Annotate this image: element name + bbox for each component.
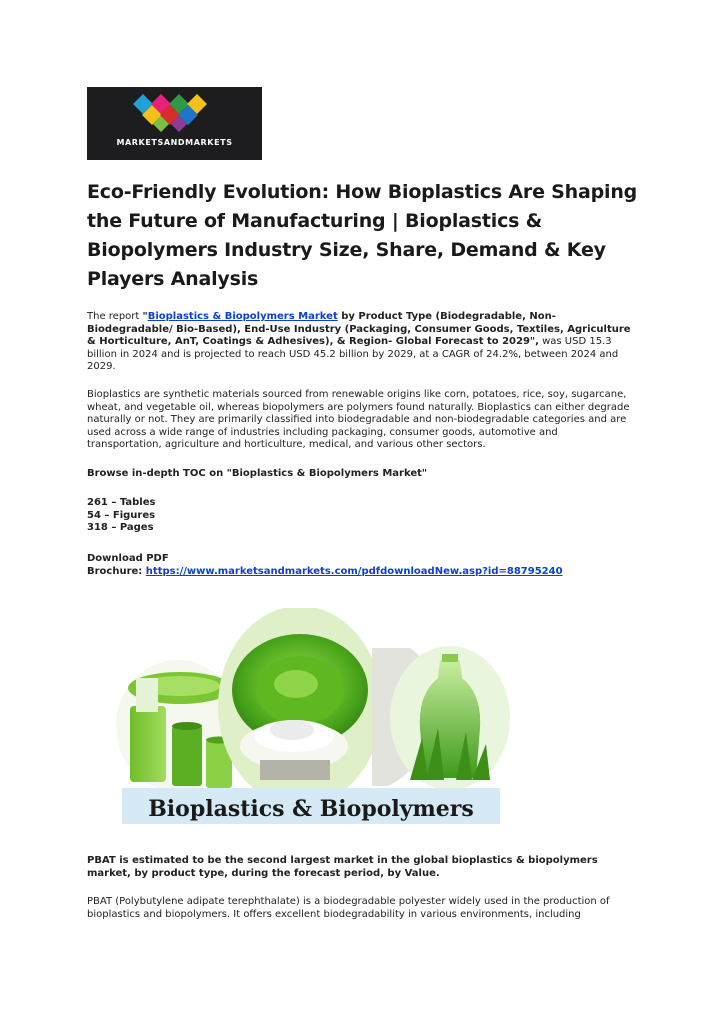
report-stats bbox=[87, 497, 635, 535]
intro-report-title: by Product Type (Biodegradable, Non-Biodegradable/ Bio-Based), End-Use Industry (Packaging, Consumer Goods, Textiles, Agriculture & Horticulture, AnT, Coatings & Adhesives), & Region- Global Forecast to 2029", bbox=[87, 311, 631, 347]
pbat-paragraph: PBAT (Polybutylene adipate terephthalate) is a biodegradable polyester widely used in the production of bioplastics and biopolymers. It offers excellent biodegradability in various environments, including bbox=[87, 896, 610, 920]
brochure-label: Brochure: bbox=[87, 565, 146, 577]
intro-paragraph bbox=[87, 311, 635, 374]
intro-prefix: The report bbox=[87, 311, 143, 322]
page-title: Eco-Friendly Evolution: How Bioplastics Are Shaping the Future of Manufacturing | Bioplastics & Biopolymers Industry Size, Share, Demand & Key Players Analysis bbox=[87, 181, 638, 290]
stat-pages: 318 – Pages bbox=[87, 522, 154, 533]
bioplastics-hero-image bbox=[110, 608, 510, 826]
logo-diamonds-icon bbox=[131, 92, 217, 136]
banner-title: Bioplastics & Biopolymers bbox=[148, 796, 474, 822]
green-plates-image bbox=[218, 608, 382, 806]
definition-paragraph: Bioplastics are synthetic materials sourced from renewable origins like corn, potatoes, rice, soy, sugarcane, wheat, and vegetable oil, whereas biopolymers are polymers found naturally. Bioplastics can either degrade naturally or not. They are primarily classified into biodegradable and non-biodegradable categories and are used across a wide range of industries including packaging, consumer goods, automotive and transportation, agriculture and horticulture, medical, and various other sectors. bbox=[87, 389, 630, 450]
intro-quote-open: " bbox=[142, 311, 148, 322]
stat-figures: 54 – Figures bbox=[87, 509, 156, 521]
logo-wordmark: MARKETSANDMARKETS bbox=[116, 138, 233, 147]
green-bottle-image bbox=[390, 646, 510, 790]
report-link[interactable]: Bioplastics & Biopolymers Market bbox=[147, 311, 338, 322]
stat-tables: 261 – Tables bbox=[87, 497, 156, 508]
marketsandmarkets-logo bbox=[87, 87, 262, 160]
toc-heading: Browse in-depth TOC on "Bioplastics & Biopolymers Market" bbox=[87, 468, 428, 479]
download-label: Download PDF bbox=[87, 553, 169, 564]
brochure-link[interactable]: https://www.marketsandmarkets.com/pdfdownloadNew.asp?id=88795240 bbox=[145, 565, 563, 577]
intro-market-value: was USD 15.3 billion in 2024 and is projected to reach USD 45.2 billion by 2029, at a CAGR of 24.2%, between 2024 and 2029. bbox=[87, 336, 619, 372]
download-brochure bbox=[87, 553, 635, 578]
pbat-heading: PBAT is estimated to be the second largest market in the global bioplastics & biopolymers market, by product type, during the forecast period, by Value. bbox=[87, 855, 598, 879]
